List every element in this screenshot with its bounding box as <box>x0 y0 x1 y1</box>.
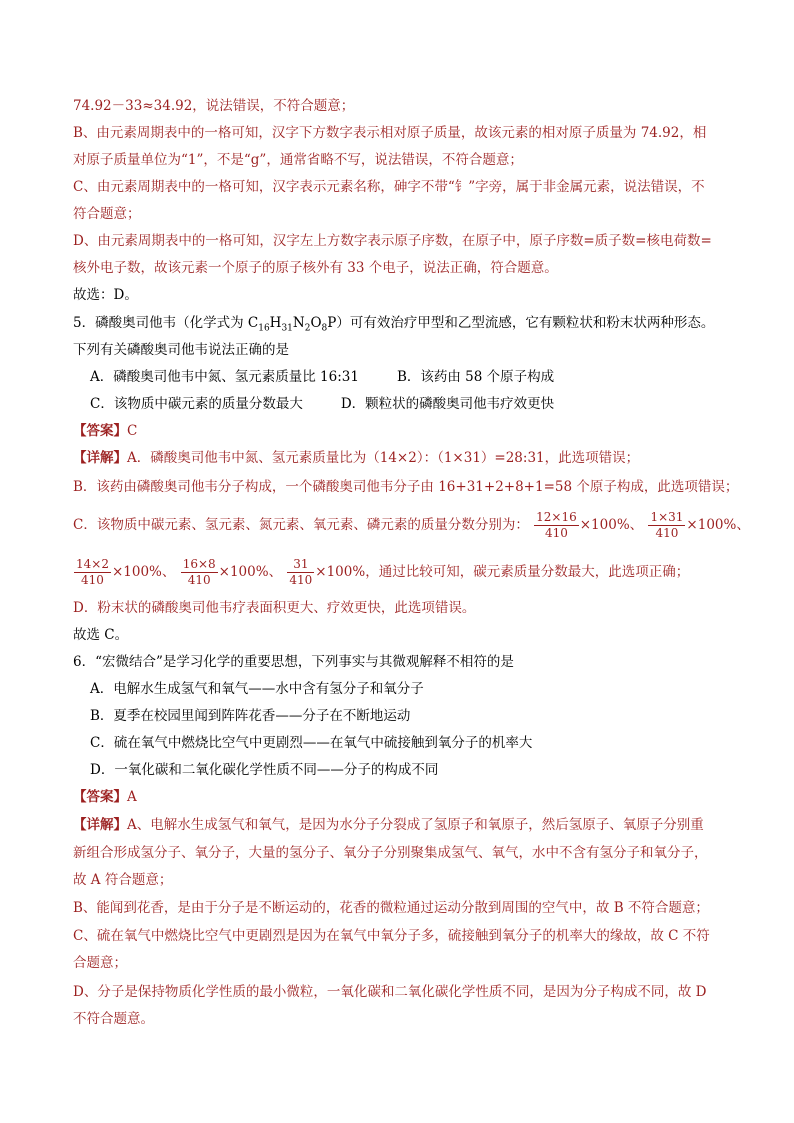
text-line: 核外电子数，故该元素一个原子的原子核外有 33 个电子，说法正确，符合题意。 <box>73 260 558 276</box>
question-5-options-row2 <box>90 394 750 414</box>
option-c: C．硫在氧气中燃烧比空气中更剧烈——在氧气中硫接触到氧分子的机率大 <box>90 735 533 751</box>
text-line: 对原子质量单位为“1”，不是“g”，通常省略不写，说法错误，不符合题意； <box>73 152 523 168</box>
fraction: $\frac{12\times 16}{410}$ <box>536 510 577 540</box>
question-5-stem-line2: 下列有关磷酸奥司他韦说法正确的是 <box>73 342 289 358</box>
detail-line: D．粉末状的磷酸奥司他韦疗表面积更大、疗效更快，此选项错误。 <box>73 600 476 616</box>
option-c: C．该物质中碳元素的质量分数最大 <box>90 396 303 412</box>
fraction: $\frac{31}{410}$ <box>289 557 313 587</box>
detail-tag: 【详解】 <box>73 817 127 833</box>
text-line: 74.92－33≈34.92，说法错误，不符合题意； <box>73 98 355 114</box>
detail-line: 【详解】A．磷酸奥司他韦中氮、氢元素质量比为（14×2）：（1×31）=28:31，此选项错误； <box>73 450 640 466</box>
detail-line: 不符合题意。 <box>73 1011 154 1027</box>
option-b: B．该药由 58 个原子构成 <box>396 369 555 385</box>
text-line: C、由元素周期表中的一格可知，汉字表示元素名称，砷字不带“钅”字旁，属于非金属元素，说法错误，不 <box>73 179 705 195</box>
conclusion-line: 故选：D。 <box>73 287 138 303</box>
text-line: 符合题意； <box>73 206 141 222</box>
text-line: B、由元素周期表中的一格可知，汉字下方数字表示相对原子质量，故该元素的相对原子质量为 74.92，相 <box>73 125 707 141</box>
detail-line-fractions: $\frac{14\times 2}{410}$ ×100%、 $\frac{16\times 8}{410}$ ×100%、 $\frac{31}{410}$ ×100%，通过比较可知，碳元素质量分数最大，此选项正确； <box>76 557 690 587</box>
detail-line: D、分子是保持物质化学性质的最小微粒，一氧化碳和二氧化碳化学性质不同，是因为分子构成不同，故 D <box>73 984 707 1000</box>
option-a: A．电解水生成氢气和氧气——水中含有氢分子和氧分子 <box>90 681 424 697</box>
detail-tag: 【详解】 <box>73 450 127 466</box>
answer-value: C <box>127 423 138 439</box>
option-a: A．磷酸奥司他韦中氮、氢元素质量比 16:31 <box>90 369 359 385</box>
detail-line-fractions: C．该物质中碳元素、氢元素、氮元素、氧元素、磷元素的质量分数分别为： $\frac{12\times 16}{410}$ ×100%、 $\frac{1\times 31}{410}$ ×100%、 <box>73 510 750 540</box>
detail-line: 【详解】A、电解水生成氢气和氧气，是因为水分子分裂成了氢原子和氧原子，然后氢原子、氧原子分别重 <box>73 817 704 833</box>
answer-tag: 【答案】 <box>73 423 127 439</box>
conclusion-line: 故选 C。 <box>73 627 129 643</box>
question-5-options-row1 <box>90 367 750 387</box>
detail-line: C、硫在氧气中燃烧比空气中更剧烈是因为在氧气中氧分子多，硫接触到氧分子的机率大的缘故，故 C 不符 <box>73 928 710 944</box>
question-6-stem: 6．“宏微结合”是学习化学的重要思想，下列事实与其微观解释不相符的是 <box>73 654 514 670</box>
fraction: $\frac{1\times 31}{410}$ <box>650 510 684 540</box>
answer-line <box>73 421 733 441</box>
question-5-stem: 5．磷酸奥司他韦（化学式为 $C_{16}H_{31}N_2O_8P$）可有效治疗甲型和乙型流感，它有颗粒状和粉末状两种形态。 <box>73 315 715 334</box>
detail-line: 合题意； <box>73 955 127 971</box>
answer-value: A <box>127 789 137 805</box>
text-line: D、由元素周期表中的一格可知，汉字左上方数字表示原子序数，在原子中，原子序数=质子数=核电荷数= <box>73 233 712 249</box>
option-b: B．夏季在校园里闻到阵阵花香——分子在不断地运动 <box>90 708 411 724</box>
fraction: $\frac{14\times 2}{410}$ <box>76 557 109 587</box>
option-d: D．一氧化碳和二氧化碳化学性质不同——分子的构成不同 <box>90 762 439 778</box>
detail-line: B．该药由磷酸奥司他韦分子构成，一个磷酸奥司他韦分子由 16+31+2+8+1=58 个原子构成，此选项错误； <box>73 479 739 495</box>
answer-line <box>73 787 733 807</box>
detail-line: B、能闻到花香，是由于分子是不断运动的，花香的微粒通过运动分散到周围的空气中，故 B 不符合题意； <box>73 900 709 916</box>
detail-line: 故 A 符合题意； <box>73 872 173 888</box>
option-d: D．颗粒状的磷酸奥司他韦疗效更快 <box>340 396 555 412</box>
fraction: $\frac{16\times 8}{410}$ <box>182 557 216 587</box>
detail-line: 新组合形成氢分子、氧分子，大量的氢分子、氧分子分别聚集成氢气、氧气，水中不含有氢分子和氧分子， <box>73 845 708 861</box>
answer-tag: 【答案】 <box>73 789 127 805</box>
